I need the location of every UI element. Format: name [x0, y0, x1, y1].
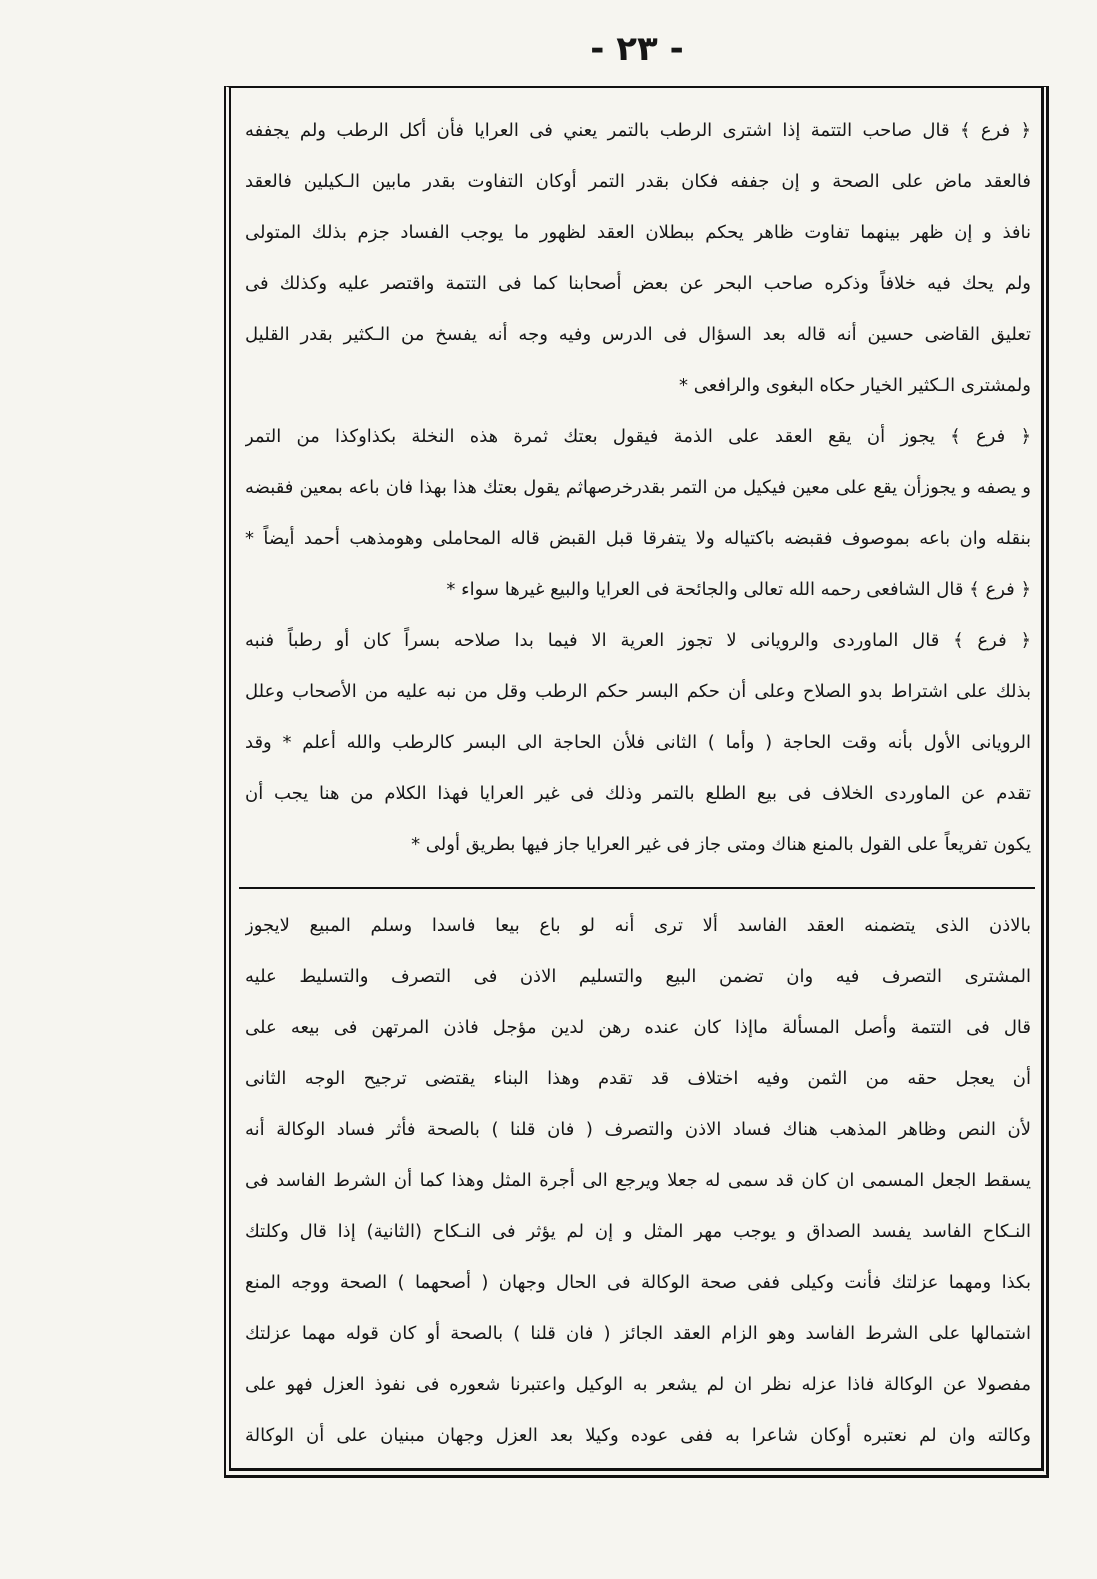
main-line: نافذ و إن ظهر بينهما تفاوت ظاهر يحكم ببطلان العقد لظهور ما يوجب الفساد جزم بذلك المتولى: [245, 222, 1031, 243]
commentary-line: وكالته وان لم نعتبره أوكان شاعرا به ففى عوده وكيلا بعد العزل وجهان مبنيان على أن الوكالة: [245, 1425, 1031, 1446]
main-line: فالعقد ماض على الصحة و إن جففه فكان بقدر التمر أوكان التفاوت بقدر مابين الـكيلين فالعقد: [245, 171, 1031, 192]
commentary-line: مفصولا عن الوكالة فاذا عزله نظر ان لم يشعر به الوكيل واعتبرنا شعوره فى نفوذ العزل فهو على: [245, 1374, 1031, 1395]
main-text: [245, 105, 1031, 870]
main-line: تعليق القاضى حسين أنه قاله بعد السؤال فى الدرس وفيه وجه أنه يفسخ من الـكثير بقدر القليل: [245, 324, 1031, 345]
commentary-line: بالاذن الذى يتضمنه العقد الفاسد ألا ترى أنه لو باع بيعا فاسدا وسلم المبيع لايجوز: [245, 915, 1031, 936]
commentary-line: قال فى التتمة وأصل المسألة ماإذا كان عنده رهن لدين مؤجل فاذن المرتهن فى بيعه على: [245, 1017, 1031, 1038]
main-line: الرويانى الأول بأنه وقت الحاجة ( وأما ) الثانى فلأن الحاجة الى البسر كالرطب والله أعلم * وقد: [245, 732, 1031, 753]
main-line: ﴿ فرع ﴾ قال صاحب التتمة إذا اشترى الرطب بالتمر يعني فى العرايا فأن أكل الرطب ولم يجففه: [245, 120, 1031, 141]
main-line: ولمشترى الـكثير الخيار حكاه البغوى والرافعى *: [678, 375, 1031, 396]
commentary-line: أن يعجل حقه من الثمن وفيه اختلاف قد تقدم وهذا البناء يقتضى ترجيح الوجه الثانى: [245, 1068, 1031, 1089]
main-line: يكون تفريعاً على القول بالمنع هناك ومتى جاز فى غير العرايا جاز فيها بطريق أولى *: [411, 834, 1031, 855]
commentary-text: [245, 900, 1031, 1461]
main-line: و يصفه و يجوزأن يقع على معين فيكيل من التمر بقدرخرصهاثم يقول بعتك هذا بهذا فان باعه بمعين فقبضه: [245, 477, 1031, 498]
commentary-line: لأن النص وظاهر المذهب هناك فساد الاذن والتصرف ( فان قلنا ) بالصحة فأثر فساد الوكالة أنه: [245, 1119, 1031, 1140]
main-line: بذلك على اشتراط بدو الصلاح وعلى أن حكم البسر حكم الرطب وقل من نبه عليه من الأصحاب وعلل: [245, 681, 1031, 702]
commentary-line: بكذا ومهما عزلتك فأنت وكيلى ففى صحة الوكالة فى الحال وجهان ( أصحهما ) الصحة ووجه المنع: [245, 1272, 1031, 1293]
main-line: ﴿ فرع ﴾ قال الشافعى رحمه الله تعالى والجائحة فى العرايا والبيع غيرها سواء *: [446, 579, 1031, 600]
commentary-line: اشتمالها على الشرط الفاسد وهو الزام العقد الجائز ( فان قلنا ) بالصحة أو كان قوله مهما عزلتك: [245, 1323, 1031, 1344]
main-line: ﴿ فرع ﴾ قال الماوردى والرويانى لا تجوز العرية الا فيما بدا صلاحه بسراً كان أو رطباً فنبه: [245, 630, 1031, 651]
main-line: بنقله وان باعه بموصوف فقبضه باكتياله ولا يتفرقا قبل القبض قاله المحاملى وهومذهب أحمد أيضاً *: [245, 528, 1031, 549]
commentary-line: المشترى التصرف فيه وان تضمن البيع والتسليم الاذن فى التصرف والتسليط عليه: [245, 966, 1031, 987]
commentary-line: يسقط الجعل المسمى ان كان قد سمى له جعلا ويرجع الى أجرة المثل وهذا كما أن الشرط الفاسد فى: [245, 1170, 1031, 1191]
main-line: ﴿ فرع ﴾ يجوز أن يقع العقد على الذمة فيقول بعتك ثمرة هذه النخلة بكذاوكذا من التمر: [245, 426, 1031, 447]
section-divider: [239, 887, 1035, 889]
text-frame: [224, 86, 1049, 1478]
main-line: ولم يحك فيه خلافاً وذكره صاحب البحر عن بعض أصحابنا كما فى التتمة واقتصر عليه وكذلك فى: [245, 273, 1031, 294]
page-number: - ٢٣ -: [590, 29, 684, 69]
commentary-line: النـكاح الفاسد يفسد الصداق و يوجب مهر المثل و إن لم يؤثر فى النـكاح (الثانية) إذا قال وكلتك: [245, 1221, 1031, 1242]
main-line: تقدم عن الماوردى الخلاف فى بيع الطلع بالتمر وذلك فى غير العرايا فهذا الكلام من هنا يجب أن: [245, 783, 1031, 804]
